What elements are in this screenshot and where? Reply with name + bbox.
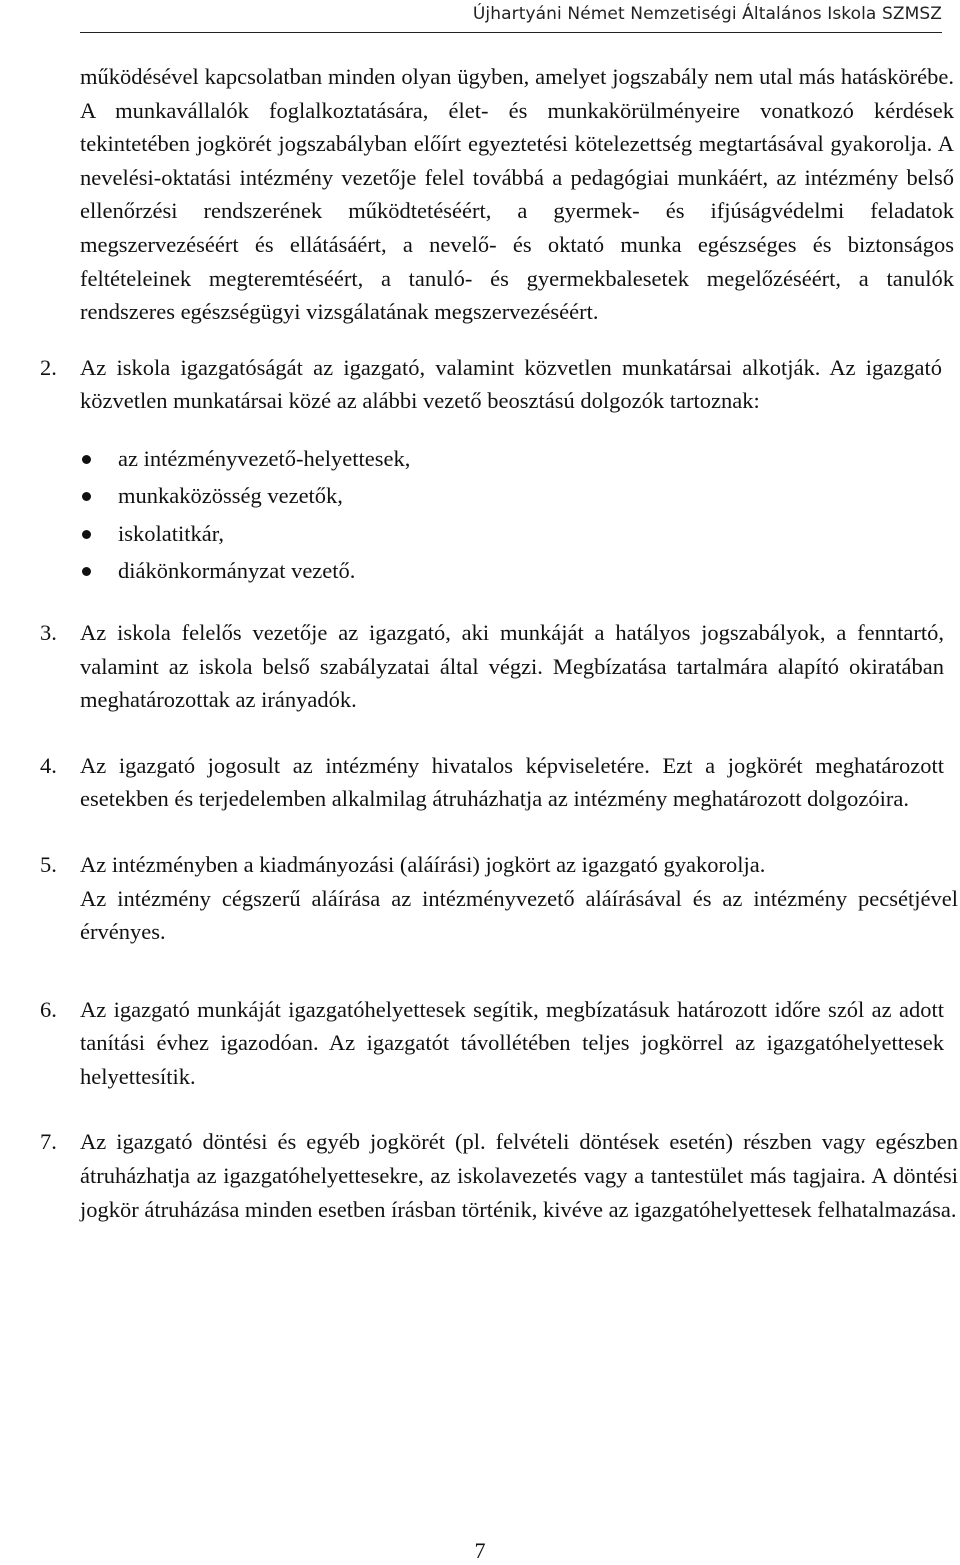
- list-item-text: diákönkormányzat vezető.: [118, 558, 356, 584]
- section-text: Az igazgató döntési és egyéb jogkörét (pl. felvételi döntések esetén) részben vagy egészben átruházhatja az igazgatóhelyettesekre, az iskolavezetés vagy a tantestület más tagjaira. A döntési jogkör átruházása minden esetben írásban történik, kivéve az igazgatóhelyettesek felhatalmazása.: [80, 1129, 958, 1222]
- section-number: 4.: [40, 752, 57, 778]
- section-text: Az igazgató jogosult az intézmény hivatalos képviseletére. Ezt a jogkörét meghatározott esetekben és terjedelemben alkalmilag átruházhatja az intézmény meghatározott dolgozóira.: [80, 752, 944, 812]
- page-number: 7: [474, 1538, 486, 1563]
- bullet-icon: [82, 567, 91, 576]
- list-item: [80, 552, 958, 590]
- section-number: 5.: [40, 851, 57, 877]
- bullet-list: [80, 440, 958, 590]
- section-text-continued: Az intézmény cégszerű aláírása az intézményvezető aláírásával és az intézmény pecsétjével érvényes.: [80, 885, 958, 945]
- section-number: 7.: [40, 1129, 57, 1155]
- header-title: Újhartyáni Német Nemzetiségi Általános Iskola SZMSZ: [472, 4, 942, 24]
- list-item: [80, 515, 958, 553]
- bullet-icon: [82, 492, 91, 501]
- section-item-2: [40, 351, 958, 590]
- list-item: [80, 477, 958, 515]
- document-body: [40, 60, 958, 1226]
- section-text: Az intézményben a kiadmányozási (aláírási) jogkört az igazgató gyakorolja.: [80, 851, 766, 877]
- section-text: Az iskola igazgatóságát az igazgató, valamint közvetlen munkatársai alkotják. Az igazgató közvetlen munkatársai közé az alábbi vezető beosztású dolgozók tartoznak:: [80, 354, 942, 414]
- list-item-text: iskolatitkár,: [118, 520, 224, 546]
- section-item-4: [40, 749, 958, 816]
- section-text: Az igazgató munkáját igazgatóhelyettesek segítik, megbízatásuk határozott időre szól az adott tanítási évhez igazodóan. Az igazgatót távollétében teljes jogkörrel az igazgatóhelyettesek helyettesítik.: [80, 996, 944, 1089]
- section-number: 3.: [40, 619, 57, 645]
- list-item-text: munkaközösség vezetők,: [118, 483, 343, 509]
- section-text: Az iskola felelős vezetője az igazgató, aki munkáját a hatályos jogszabályok, a fenntartó, valamint az iskola belső szabályzatai által végzi. Megbízatása tartalmára alapító okiratában meghatározottak az irányadók.: [80, 619, 944, 713]
- section-item-6: [40, 993, 958, 1094]
- section-item-7: [40, 1125, 958, 1226]
- list-item-text: az intézményvezető-helyettesek,: [118, 445, 411, 471]
- bullet-icon: [82, 455, 91, 464]
- section-item-5: [40, 848, 958, 949]
- section-number: 2.: [40, 354, 57, 380]
- bullet-icon: [82, 530, 91, 539]
- list-item: [80, 440, 958, 478]
- intro-paragraph: működésével kapcsolatban minden olyan ügyben, amelyet jogszabály nem utal más hatáskörébe. A munkavállalók foglalkoztatására, élet- és munkakörülményeire vonatkozó kérdések tekintetében jogkörét jogszabályban előírt egyeztetési kötelezettség megtartásával gyakorolja. A nevelési-oktatási intézmény vezetője felel továbbá a pedagógiai munkáért, az intézmény belső ellenőrzési rendszerének működtetéséért, a gyermek- és ifjúságvédelmi feladatok megszervezéséért és ellátásáért, a nevelő- és oktató munka egészséges és biztonságos feltételeinek megteremtéséért, a tanuló- és gyermekbalesetek megelőzéséért, a tanulók rendszeres egészségügyi vizsgálatának megszervezéséért.: [80, 64, 954, 325]
- section-item-3: [40, 616, 958, 717]
- page-header: [80, 0, 942, 33]
- section-number: 6.: [40, 996, 57, 1022]
